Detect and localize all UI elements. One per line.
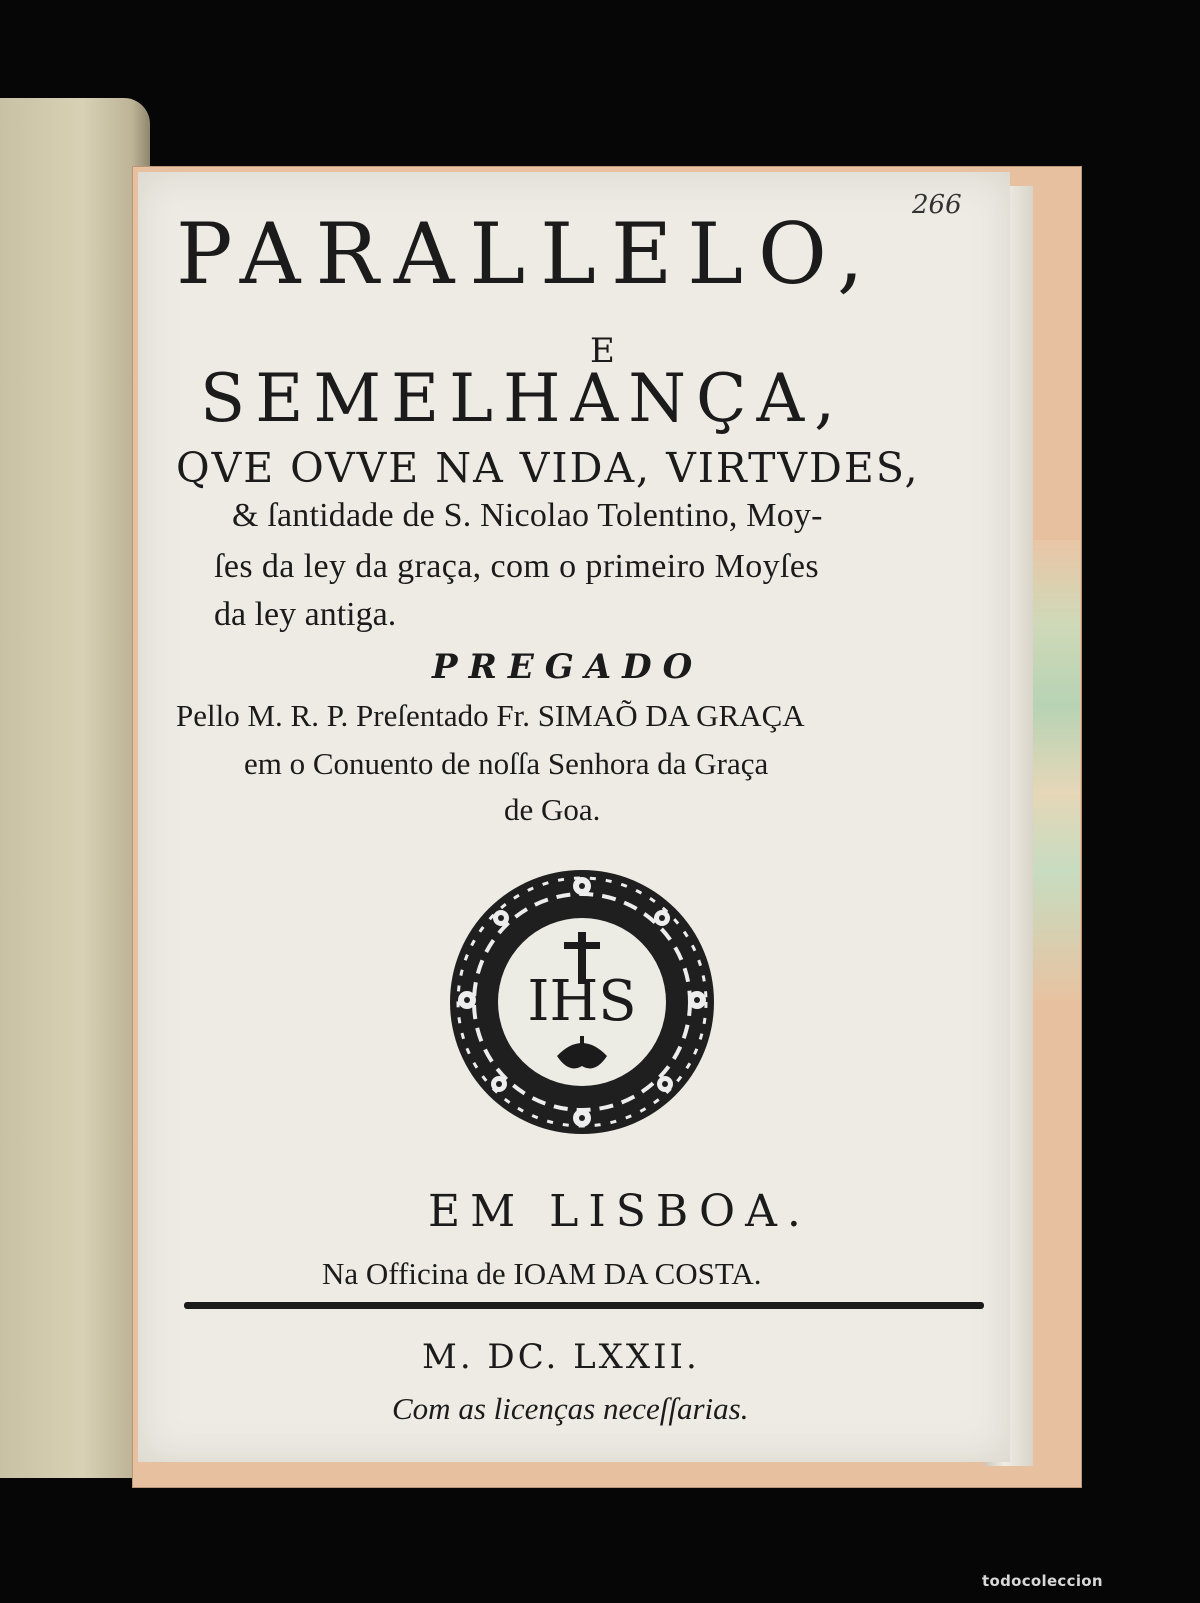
marbled-endpaper	[1030, 540, 1080, 1000]
imprint-year: M. DC. LXXII.	[422, 1337, 700, 1377]
conjunction: E	[590, 331, 615, 371]
license-line: Com as licenças neceſſarias.	[392, 1391, 749, 1426]
watermark: todocoleccion	[982, 1572, 1103, 1590]
divider-rule	[184, 1302, 984, 1309]
author-line-3: de Goa.	[504, 792, 601, 827]
description-line-2: & ſantidade de S. Nicolao Tolentino, Moy-	[232, 497, 823, 534]
imprint-printer: Na Officina de IOAM DA COSTA.	[322, 1256, 762, 1291]
description-line-4: da ley antiga.	[214, 596, 397, 633]
handwritten-page-number: 266	[912, 190, 962, 220]
description-line-3: ſes da ley da graça, com o primeiro Moyſes	[214, 548, 819, 585]
emblem-monogram: IHS	[527, 969, 637, 1034]
preached-heading: PREGADO	[432, 647, 704, 687]
facing-page	[0, 98, 150, 1478]
title: PARALLELO,	[176, 205, 879, 303]
ihs-wreath-emblem-icon	[437, 860, 727, 1145]
imprint-place: EM LISBOA.	[428, 1186, 811, 1237]
subtitle: SEMELHANÇA,	[200, 360, 846, 437]
author-line-1: Pello M. R. P. Preſentado Fr. SIMAÕ DA GRAÇA	[176, 698, 805, 733]
author-line-2: em o Conuento de noſſa Senhora da Graça	[244, 746, 769, 781]
description-line-1: QVE OVVE NA VIDA, VIRTVDES,	[176, 444, 920, 492]
